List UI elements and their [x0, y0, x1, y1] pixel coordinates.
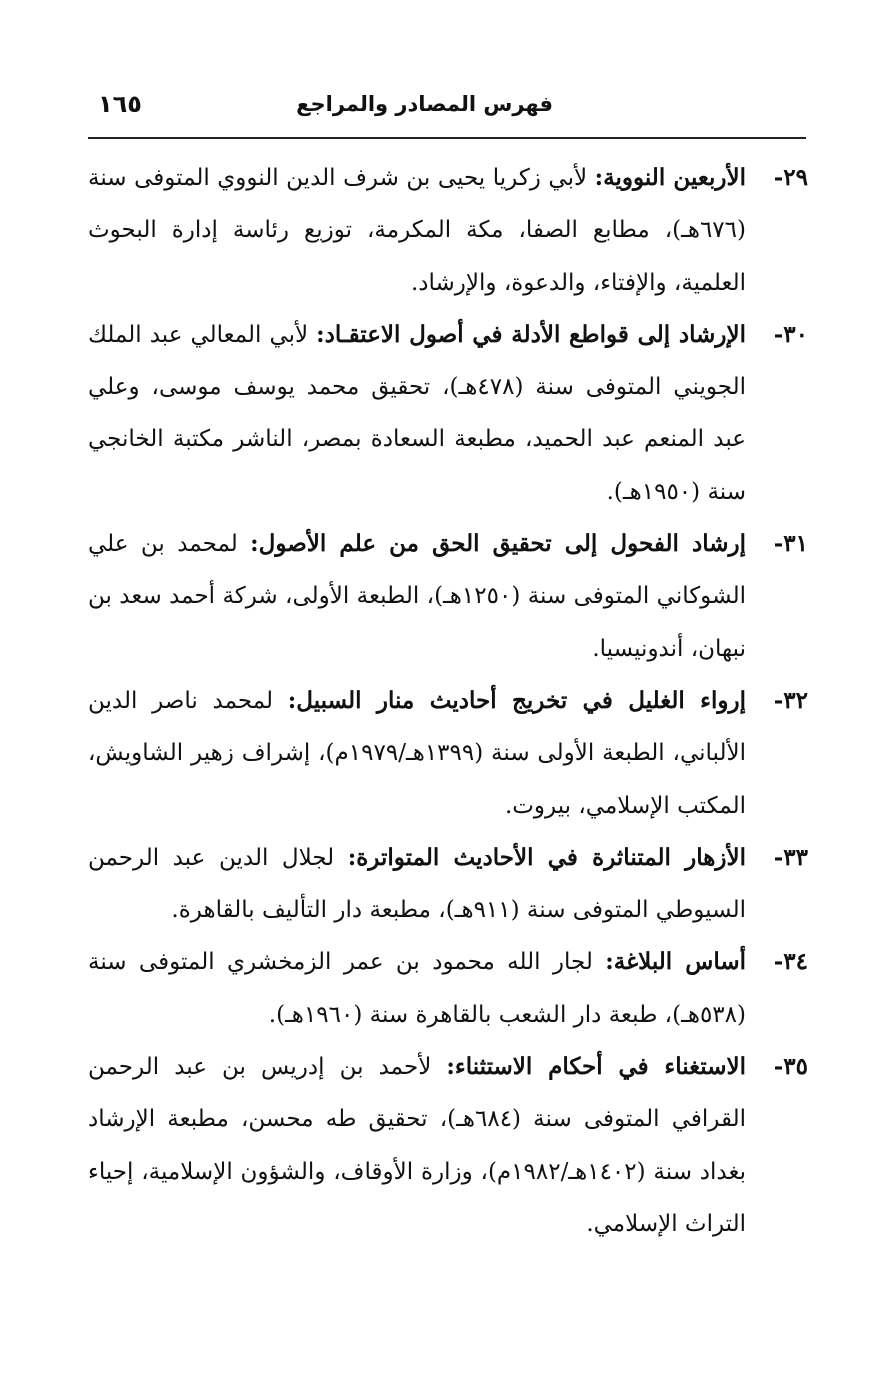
bibliography-entry [88, 1041, 808, 1250]
entry-body: لمحمد ناصر الدين الألباني، الطبعة الأولى سنة (١٣٩٩هـ/١٩٧٩م)، إشراف زهير الشاويش، المكتب الإسلامي، بيروت. [88, 687, 746, 819]
running-title: فهرس المصادر والمراجع [296, 92, 553, 116]
entry-title: إرشاد الفحول إلى تحقيق الحق من علم الأصول: [250, 530, 746, 558]
bibliography-entry [88, 832, 808, 937]
bibliography-list [88, 152, 808, 1250]
entry-number: ٣١- [773, 530, 808, 558]
entry-body: لأبي زكريا يحيى بن شرف الدين النووي المتوفى سنة (٦٧٦هـ)، مطابع الصفا، مكة المكرمة، توزيع رئاسة إدارة البحوث العلمية، والإفتاء، والدعوة، والإرشاد. [88, 165, 746, 296]
bibliography-entry [88, 309, 808, 518]
header-rule [88, 137, 806, 139]
bibliography-entry [88, 675, 808, 832]
entry-body: لمحمد بن علي الشوكاني المتوفى سنة (١٢٥٠هـ)، الطبعة الأولى، شركة أحمد سعد بن نبهان، أندونيسيا. [88, 531, 746, 662]
entry-number: ٣٢- [773, 686, 808, 714]
entry-title: إرواء الغليل في تخريج أحاديث منار السبيل: [287, 686, 746, 714]
entry-number: ٣٥- [773, 1053, 808, 1081]
entry-body: لجلال الدين عبد الرحمن السيوطي المتوفى سنة (٩١١هـ)، مطبعة دار التأليف بالقاهرة. [88, 844, 746, 924]
entry-title: الأزهار المتناثرة في الأحاديث المتواترة: [347, 843, 747, 871]
bibliography-entry [88, 936, 808, 1041]
entry-number: ٣٠- [773, 320, 808, 348]
page-number: ١٦٥ [98, 90, 142, 118]
bibliography-entry [88, 152, 808, 309]
entry-body: لجار الله محمود بن عمر الزمخشري المتوفى سنة (٥٣٨هـ)، طبعة دار الشعب بالقاهرة سنة (١٩٦٠هـ). [88, 949, 746, 1028]
bibliography-entry [88, 518, 808, 675]
entry-title: الاستغناء في أحكام الاستثناء: [446, 1053, 746, 1081]
entry-number: ٣٤- [773, 948, 808, 976]
entry-body: لأحمد بن إدريس بن عبد الرحمن القرافي المتوفى سنة (٦٨٤هـ)، تحقيق طه محسن، مطبعة الإرشاد بغداد سنة (١٤٠٢هـ/١٩٨٢م)، وزارة الأوقاف، والشؤون الإسلامية، إحياء التراث الإسلامي. [88, 1054, 746, 1237]
entry-title: الإرشاد إلى قواطع الأدلة في أصول الاعتقـاد: [316, 320, 746, 348]
entry-body: لأبي المعالي عبد الملك الجويني المتوفى سنة (٤٧٨هـ)، تحقيق محمد يوسف موسى، وعلي عبد المنعم عبد الحميد، مطبعة السعادة بمصر، الناشر مكتبة الخانجي سنة (١٩٥٠هـ). [88, 321, 746, 505]
entry-number: ٣٣- [773, 843, 809, 871]
page-header [88, 80, 808, 136]
entry-title: الأربعين النووية: [594, 164, 746, 191]
entry-number: ٢٩- [773, 164, 808, 191]
entry-title: أساس البلاغة: [605, 948, 746, 976]
